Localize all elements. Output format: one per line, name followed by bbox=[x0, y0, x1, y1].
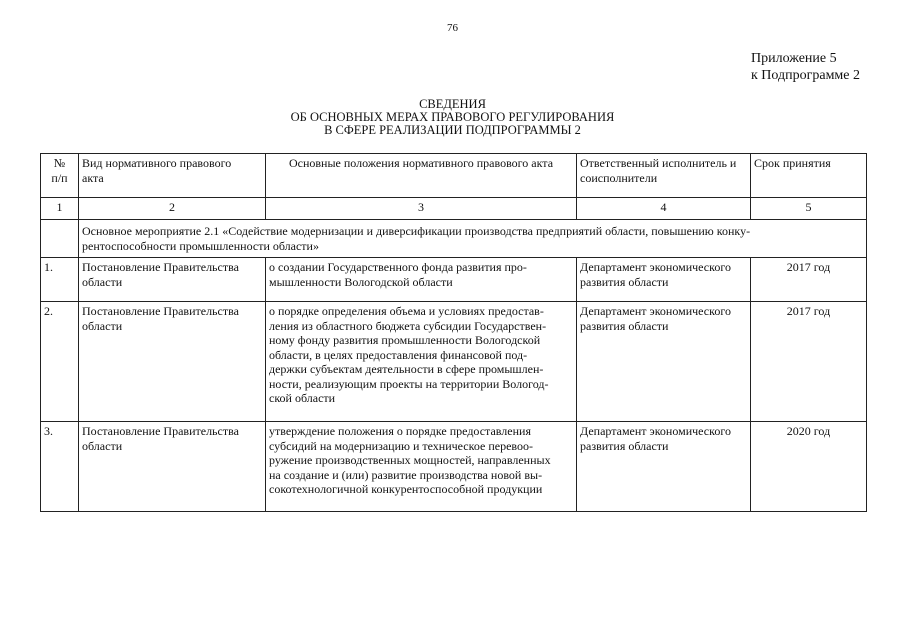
row-number: 3. bbox=[41, 422, 79, 512]
row-number: 2. bbox=[41, 302, 79, 422]
column-number-3: 3 bbox=[266, 198, 577, 220]
document-title bbox=[0, 98, 905, 137]
appendix-note bbox=[751, 50, 860, 84]
table-row bbox=[41, 258, 867, 302]
row-executor: Департамент экономического развития области bbox=[577, 422, 751, 512]
title-line-1: СВЕДЕНИЯ bbox=[419, 97, 486, 111]
title-line-3: В СФЕРЕ РЕАЛИЗАЦИИ ПОДПРОГРАММЫ 2 bbox=[324, 123, 581, 137]
header-number: № п/п bbox=[41, 154, 79, 198]
column-number-2: 2 bbox=[79, 198, 266, 220]
row-act-type: Постановление Правительства области bbox=[79, 422, 266, 512]
title-line-2: ОБ ОСНОВНЫХ МЕРАХ ПРАВОВОГО РЕГУЛИРОВАНИЯ bbox=[290, 110, 615, 124]
section-empty-cell bbox=[41, 220, 79, 258]
header-act-type: Вид нормативного правового акта bbox=[79, 154, 266, 198]
row-term: 2017 год bbox=[751, 302, 867, 422]
column-number-5: 5 bbox=[751, 198, 867, 220]
table-row bbox=[41, 422, 867, 512]
table-row bbox=[41, 302, 867, 422]
row-term: 2020 год bbox=[751, 422, 867, 512]
page-number: 76 bbox=[447, 22, 458, 34]
header-term: Срок принятия bbox=[751, 154, 867, 198]
column-number-1: 1 bbox=[41, 198, 79, 220]
appendix-line-2: к Подпрограмме 2 bbox=[750, 68, 860, 83]
row-term: 2017 год bbox=[751, 258, 867, 302]
column-number-row bbox=[41, 198, 867, 220]
section-row bbox=[41, 220, 867, 258]
row-executor: Департамент экономического развития области bbox=[577, 258, 751, 302]
column-number-4: 4 bbox=[577, 198, 751, 220]
section-title: Основное мероприятие 2.1 «Содействие модернизации и диверсификации производства предприятий области, повышению конку- рентоспособности промышленности области» bbox=[79, 220, 867, 258]
row-provisions: о порядке определения объема и условиях предостав- ления из областного бюджета субсидии Государствен- ному фонду развития промышленности Вологодской области, в целях предоставления финансовой под- держки субъектам деятельности в сфере промышлен- ности, реализующим проекты на территории Вологод- ской области bbox=[266, 302, 577, 422]
row-provisions: утверждение положения о порядке предоставления субсидий на модернизацию и техническое перевоо- ружение производственных мощностей, направленных на создание и (или) развитие производства новой вы- сокотехнологичной конкурентоспособной продукции bbox=[266, 422, 577, 512]
row-number: 1. bbox=[41, 258, 79, 302]
row-act-type: Постановление Правительства области bbox=[79, 302, 266, 422]
appendix-line-1: Приложение 5 bbox=[750, 51, 837, 66]
row-executor: Департамент экономического развития области bbox=[577, 302, 751, 422]
header-executor: Ответственный исполнитель и соисполнители bbox=[577, 154, 751, 198]
header-provisions: Основные положения нормативного правового акта bbox=[266, 154, 577, 198]
measures-table bbox=[40, 153, 867, 512]
row-provisions: о создании Государственного фонда развития про- мышленности Вологодской области bbox=[266, 258, 577, 302]
row-act-type: Постановление Правительства области bbox=[79, 258, 266, 302]
header-row bbox=[41, 154, 867, 198]
